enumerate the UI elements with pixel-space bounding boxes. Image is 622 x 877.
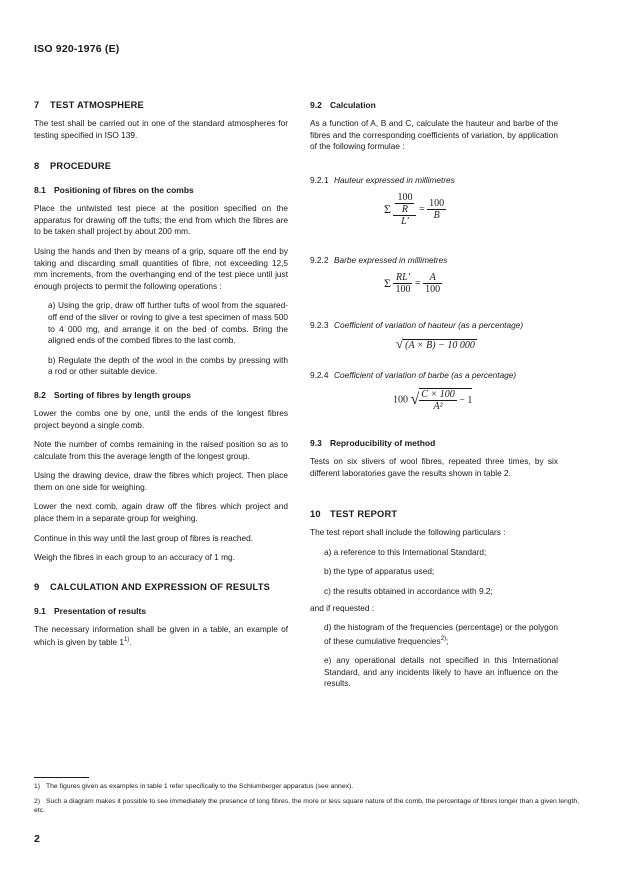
page-number: 2 [34, 833, 40, 845]
section-9-1-para: The necessary information shall be given in a table, an example of which is given by table 1$^{1)}$. [34, 623, 288, 648]
section-9-2-1-heading: 9.2.1 Hauteur expressed in millimetres [310, 175, 455, 185]
section-8-heading: 8 PROCEDURE [34, 161, 112, 172]
section-9-2-3-heading: 9.2.3 Coefficient of variation of hauteur (as a percentage) [310, 320, 524, 330]
section-9-2-para: As a function of A, B and C, calculate the hauteur and barbe of the fibres and the corresponding coefficients of variation, by application of the following formulae : [310, 118, 558, 152]
section-8-1-item-b: b) Regulate the depth of the wool in the combs by pressing with a rod or other suitable device. [48, 354, 288, 377]
footnote-2: 2) Such a diagram makes it possible to see immediately the presence of long fibres, the more or less square nature of the comb, the percentage of fibres longer than a given length, etc. [34, 797, 580, 815]
formula-cv-barbe: 100 √ $\frac{C \times 100}{\text{A²}}$ − 1 [393, 389, 473, 412]
section-10-item-a: a) a reference to this International Standard; [324, 546, 487, 557]
section-8-2-para-6: Weigh the fibres in each group to an accuracy of 1 mg. [34, 552, 235, 563]
formula-cv-hauteur: √ (A × B) − 10 000 [396, 336, 475, 351]
section-8-1-heading: 8.1 Positioning of fibres on the combs [34, 185, 194, 196]
footnote-ref-2[interactable]: 2) [440, 635, 447, 642]
section-9-2-4-heading: 9.2.4 Coefficient of variation of barbe (as a percentage) [310, 370, 517, 380]
section-9-2-2-heading: 9.2.2 Barbe expressed in millimetres [310, 255, 448, 265]
section-8-2-para-2: Note the number of combs remaining in the raised position so as to calculate from this the average length of the longest group. [34, 439, 288, 461]
section-10-heading: 10 TEST REPORT [310, 509, 398, 520]
section-7-heading: 7 TEST ATMOSPHERE [34, 100, 144, 110]
section-9-2-heading: 9.2 Calculation [310, 100, 376, 110]
footnote-1: 1) The figures given as examples in table 1 refer specifically to the Schlumberger apparatus (see annex). [34, 783, 354, 790]
section-8-2-para-3: Using the drawing device, draw the fibres which project. Then place them on one side for weighing. [34, 470, 288, 492]
section-9-heading: 9 CALCULATION AND EXPRESSION OF RESULTS [34, 581, 271, 592]
section-10-item-b: b) the type of apparatus used; [324, 566, 435, 577]
section-9-3-heading: 9.3 Reproducibility of method [310, 438, 436, 448]
right-column-lower [310, 438, 558, 690]
section-10-para: The test report shall include the following particulars : [310, 527, 506, 538]
section-7-text: The test shall be carried out in one of the standard atmospheres for testing specified in ISO 139. [34, 118, 288, 140]
section-10-item-c: c) the results obtained in accordance with 9.2; [324, 585, 493, 596]
formula-barbe: Σ $\frac{RL'}{100}$ = $\frac{A}{100}$ [384, 272, 441, 295]
section-8-1-para-1: Place the untwisted test piece at the position specified on the apparatus for drawing off the tufts; the end from which the fibres are to be taken shall project by about 200 mm. [34, 203, 288, 237]
document-id: ISO 920-1976 (E) [34, 43, 120, 55]
section-9-3-para: Tests on six slivers of wool fibres, repeated three times, by six different laboratories gave the results shown in table 2. [310, 456, 558, 478]
section-10-if-requested: and if requested : [310, 602, 375, 613]
section-8-1-item-a: a) Using the grip, draw off further tufts of wool from the squared-off end of the sliver or roving to give a test specimen of mass 500 to 4 000 mg, and arrange it on the bed of combs. Bring the aligned ends of the combed fibres to the last comb. [48, 300, 288, 346]
section-8-1-para-2: Using the hands and then by means of a grip, square off the end by taking and discarding small quantities of fibre, not exceeding 12,5 mm increments, from the overhanging end of the test piece until just enough projects to permit the following operations : [34, 245, 288, 291]
section-8-2-heading: 8.2 Sorting of fibres by length groups [34, 389, 191, 400]
section-10-item-d: d) the histogram of the frequencies (percentage) or the polygon of these cumulative frequencies$^{2)}$; [324, 622, 558, 646]
footnote-divider [34, 777, 89, 778]
formula-hauteur: Σ $\frac{\frac{100}{R}}{L'}$ = $\frac{100}{B}$ [384, 192, 445, 227]
right-column [310, 100, 558, 153]
footnote-ref-1[interactable]: 1) [123, 637, 130, 644]
section-8-2-para-4: Lower the next comb, again draw off the fibres which project and place them in a separate group for weighing. [34, 501, 288, 524]
section-8-2-para-5: Continue in this way until the last group of fibres is reached. [34, 532, 254, 543]
section-8-2-para-1: Lower the combs one by one, until the ends of the longest fibres project beyond a single comb. [34, 407, 288, 430]
section-9-1-heading: 9.1 Presentation of results [34, 605, 147, 616]
section-10-item-e: e) any operational details not specified in this International Standard, and any incidents likely to have an influence on the results. [324, 655, 558, 689]
footnotes [34, 782, 588, 816]
left-column [34, 100, 288, 649]
